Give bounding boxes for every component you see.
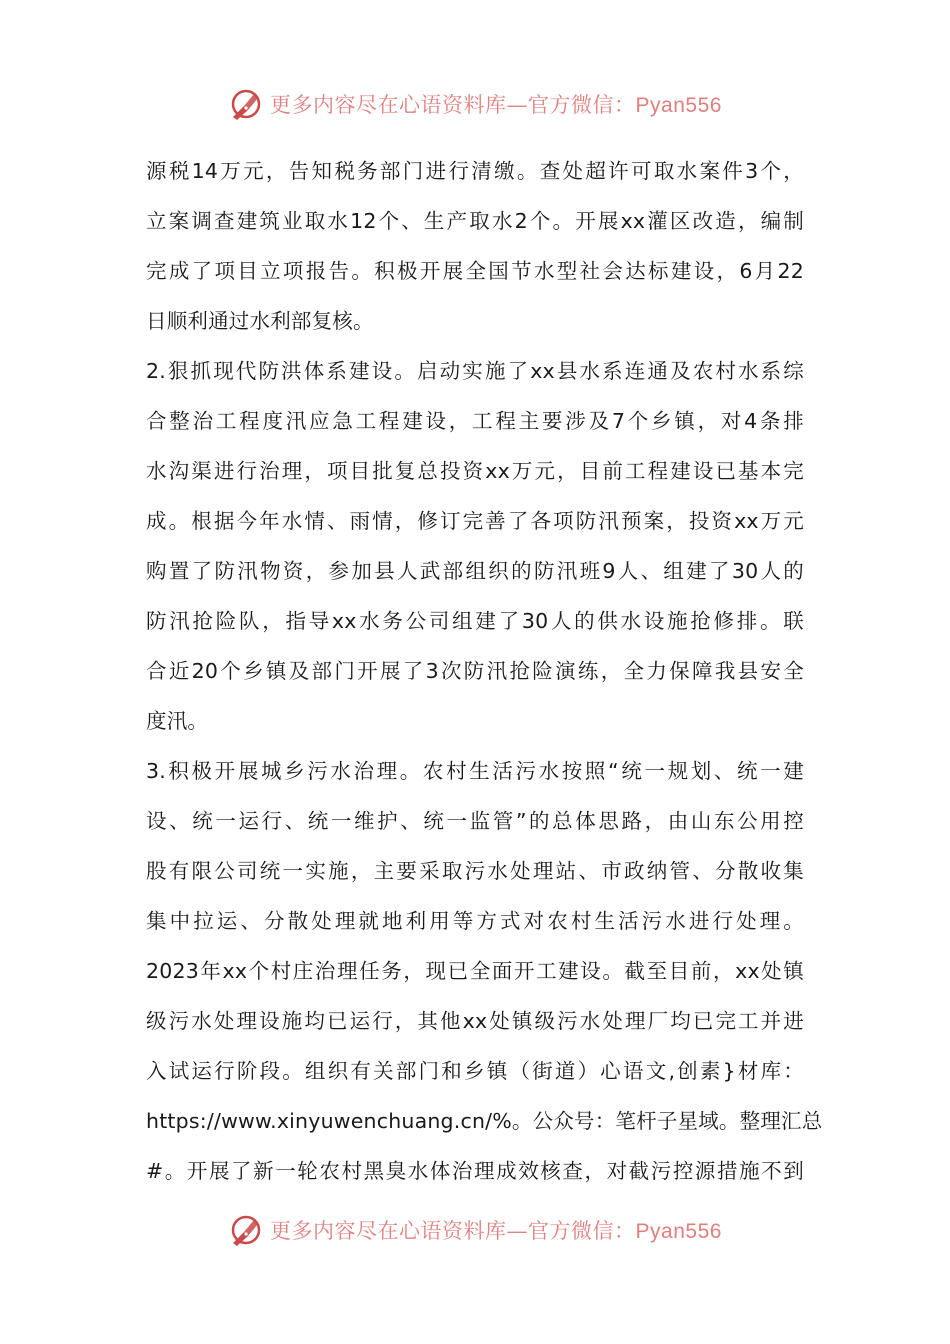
body-line: 设、统一运行、统一维护、统一监管”的总体思路，由山东公用控 bbox=[146, 809, 804, 833]
body-line: 合整治工程度汛应急工程建设，工程主要涉及7个乡镇，对4条排 bbox=[146, 409, 804, 433]
body-line: 立案调查建筑业取水12个、生产取水2个。开展xx灌区改造，编制 bbox=[146, 209, 804, 233]
body-line: 级污水处理设施均已运行，其他xx处镇级污水处理厂均已完工并进 bbox=[146, 1009, 804, 1033]
header-banner-text bbox=[270, 89, 722, 119]
body-line: 合近20个乡镇及部门开展了3次防汛抢险演练，全力保障我县安全 bbox=[146, 659, 804, 683]
footer-banner bbox=[0, 1208, 950, 1252]
body-line: 成。根据今年水情、雨情，修订完善了各项防汛预案，投资xx万元 bbox=[146, 509, 804, 533]
body-line: 股有限公司统一实施，主要采取污水处理站、市政纳管、分散收集 bbox=[146, 859, 804, 883]
body-line: 2023年xx个村庄治理任务，现已全面开工建设。截至目前，xx处镇 bbox=[146, 959, 804, 983]
body-line: 防汛抢险队，指导xx水务公司组建了30人的供水设施抢修排。联 bbox=[146, 609, 804, 633]
body-line: https://www.xinyuwenchuang.cn/%。公众号：笔杆子星域。整理汇总 bbox=[146, 1109, 823, 1133]
pen-nib-circle-icon bbox=[228, 1212, 264, 1248]
footer-promo-text: 更多内容尽在心语资料库—官方微信： bbox=[270, 1219, 636, 1243]
body-line: 集中拉运、分散处理就地利用等方式对农村生活污水进行处理。 bbox=[146, 909, 804, 933]
header-banner bbox=[0, 82, 950, 126]
body-line: 3.积极开展城乡污水治理。农村生活污水按照“统一规划、统一建 bbox=[146, 759, 804, 783]
body-line: 日顺利通过水利部复核。 bbox=[146, 309, 374, 333]
body-line: 源税14万元，告知税务部门进行清缴。查处超许可取水案件3个， bbox=[146, 159, 804, 183]
body-line: 度汛。 bbox=[146, 709, 209, 733]
body-line: 水沟渠进行治理，项目批复总投资xx万元，目前工程建设已基本完 bbox=[146, 459, 804, 483]
body-line: 购置了防汛物资，参加县人武部组织的防汛班9人、组建了30人的 bbox=[146, 559, 804, 583]
body-line: 入试运行阶段。组织有关部门和乡镇（街道）心语文,创素}材库： bbox=[146, 1059, 804, 1083]
body-line: #。开展了新一轮农村黑臭水体治理成效核查，对截污控源措施不到 bbox=[146, 1159, 804, 1183]
pen-nib-circle-icon bbox=[228, 86, 264, 122]
footer-banner-text bbox=[270, 1215, 722, 1245]
body-line: 2.狠抓现代防洪体系建设。启动实施了xx县水系连通及农村水系综 bbox=[146, 359, 804, 383]
header-wechat-id: Pyan556 bbox=[635, 94, 722, 117]
body-line: 完成了项目立项报告。积极开展全国节水型社会达标建设，6月22 bbox=[146, 259, 804, 283]
header-promo-text: 更多内容尽在心语资料库—官方微信： bbox=[270, 93, 636, 117]
footer-wechat-id: Pyan556 bbox=[635, 1220, 722, 1243]
document-body bbox=[146, 146, 823, 1196]
